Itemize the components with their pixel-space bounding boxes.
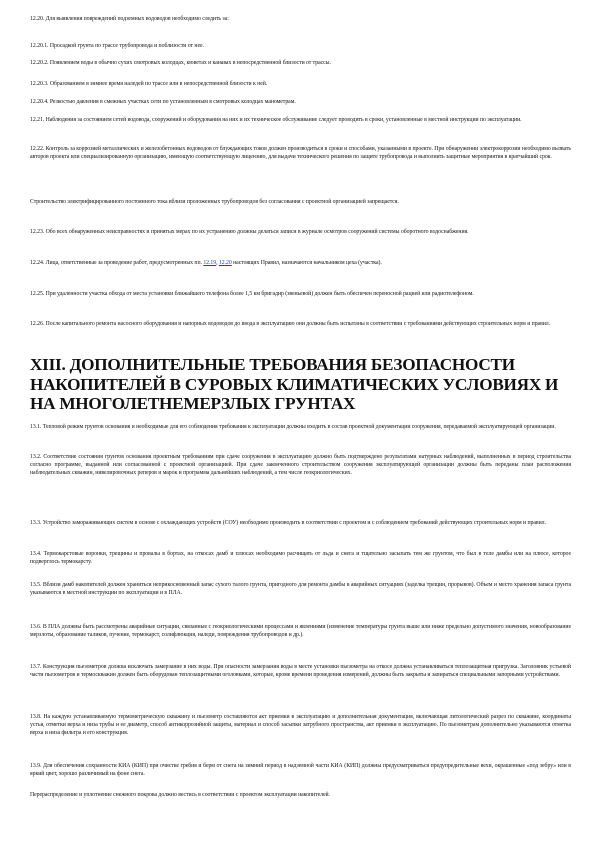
paragraph-12-20-1	[30, 43, 571, 51]
paragraph-text: 12.20.2. Появлением воды в обычно сухих смотровых колодцах, кюветах и канавах в непосредственной близости от трассы.	[30, 60, 331, 66]
text-span: ,	[216, 260, 219, 266]
link-12-20[interactable]: 12.20	[218, 260, 232, 266]
paragraph-text: Строительство электрифицированного постоянного тока вблизи проложенных трубопроводов без согласования с проектной организацией запрещается.	[30, 199, 399, 205]
paragraph-electrified-transport	[30, 199, 571, 207]
paragraph-12-20-4	[30, 99, 571, 107]
paragraph-text: 12.20. Для выявления повреждений подземных водоводов необходимо следить за:	[30, 16, 229, 22]
paragraph-12-22	[30, 146, 571, 162]
paragraph-text	[30, 260, 571, 268]
paragraph-text: 13.8. На каждую устанавливаемую термометрическую скважину и пьезометр составляются акт приемки в эксплуатацию и дополнительная документация, включающая литологический разрез по скважине, координаты устья, отметки верха и низа трубы и ее диаметр, способ антикоррозийной защиты, материал и способ засыпки затрубного пространства, акт приемки в эксплуатацию. По пьезометрам дополнительно указываются отметка верха и низа фильтра и его конструкция.	[30, 714, 571, 736]
paragraph-12-20-3	[30, 81, 571, 89]
paragraph-12-26	[30, 321, 571, 329]
paragraph-12-20	[30, 16, 571, 24]
paragraph-text: 13.6. В ПЛА должны быть рассмотрены аварийные ситуации, связанные с геокриологическими процессами и явлениями (изменение температуры грунта выше или ниже предельно допустимого значения, новообразование мерзлоты, образование таликов, пучение, термокарст, солифлюкция, наледи, повреждения трубопроводов и др.).	[30, 624, 571, 638]
paragraph-12-24	[30, 260, 571, 268]
paragraph-13-7	[30, 664, 571, 680]
paragraph-text: 13.2. Соответствие состояния грунтов основания проектным требованиям при сдаче сооружения в эксплуатацию должно быть подтверждено результатами натурных наблюдений, выполненных в период строительства согласно программе, выданной или согласованной с проектной организацией. При сдаче законченного строительством сооружения эксплуатирующей организации должны быть переданы план расположения наблюдательных скважин, нивелировочных реперов и марок и программа дальнейших наблюдений, а тем числе геокриологических.	[30, 454, 571, 476]
paragraph-13-3	[30, 520, 571, 528]
paragraph-12-21	[30, 117, 571, 125]
paragraph-text: 13.5. Вблизи дамб накопителей должен храниться неприкосновенный запас сухого талого грунта, пригодного для ремонта дамбы в аварийных ситуациях (заделка трещин, прорывов). Объем и место хранения запаса грунта указываются в местной инструкции по эксплуатации и в ПЛА.	[30, 582, 571, 596]
paragraph-13-2	[30, 454, 571, 478]
paragraph-text: 12.20.3. Образованием в зимнее время наледей по трассе или в непосредственной близости к ней.	[30, 81, 268, 87]
text-span: настоящих Правил, назначаются начальником цеха (участка).	[231, 260, 382, 266]
paragraph-text: 12.20.1. Просадкой грунта по трассе трубопровода и поблизости от нее.	[30, 43, 204, 49]
paragraph-12-25	[30, 291, 571, 299]
paragraph-text: 12.25. При удаленности участка обхода от места установки ближайшего телефона более 1,5 км бригадир (звеньевой) должен быть обеспечен переносной рацией или радиотелефоном.	[30, 291, 474, 297]
paragraph-text: 13.7. Конструкция пьезометров должна исключать замерзание в них воды. При опасности замерзания воды в месте установки пьезометра на откосе должна устанавливаться теплозащитная пригрузка. Заголовник устьевой части пьезометров и термоскважин должен быть оборудован теплозащитными оголовками, которые, кроме времени проведения измерений, должны быть закрыты и запираться специальными запорными устройствами.	[30, 664, 571, 678]
paragraph-text: 13.4. Термокарстовые воронки, трещины и провалы в бортах, на откосах дамб и плюсах необходимо расчищать от льда и снега и тщательно засыпать тем же грунтом, что был в теле дамбы или на плюсе, которое подверглось термокарсту.	[30, 551, 571, 565]
paragraph-13-8	[30, 714, 571, 738]
paragraph-text: Перераспределение и уплотнение снежного покрова должно вестись в соответствии с проектом эксплуатации накопителей.	[30, 792, 330, 798]
link-12-19[interactable]: 12.19	[203, 260, 217, 266]
paragraph-12-20-2	[30, 60, 571, 68]
paragraph-text: 12.21. Наблюдения за состоянием сетей водовода, сооружений и оборудования на них и их техническое обслуживание следует проводить в сроки, установленные в местной инструкции по эксплуатации.	[30, 117, 522, 123]
paragraph-13-1	[30, 424, 571, 432]
paragraph-13-4	[30, 551, 571, 567]
paragraph-12-23	[30, 229, 571, 237]
paragraph-text: 12.22. Контроль за коррозией металлических и железобетонных водоводов от блуждающих токов должен производиться в сроки и способами, указанными в проекте. При обнаружении электрокоррозии необходимо вызвать авторов проекта или специализированную организацию, имеющую соответствующую лицензию, для выдачи технического решения по защите трубопровода и выполнить защитные мероприятия в кратчайший срок.	[30, 146, 571, 160]
paragraph-13-5	[30, 582, 571, 598]
paragraph-snow-cover	[30, 792, 571, 800]
paragraph-text: 12.26. После капитального ремонта насосного оборудования и напорных водоводов до ввода в эксплуатацию они должны быть испытаны в соответствии с требованиями действующих строительных норм и правил.	[30, 321, 551, 327]
paragraph-13-9	[30, 763, 571, 779]
paragraph-text: 13.9. Для обеспечения сохранности КИА (КИП) при очистке гребня и берм от снега на зимний период в надземной части КИА (КИП) должны предусматриваться предупредительные вехи, окрашенные «под зебру» или в яркий цвет, хорошо различимый на фоне снега.	[30, 763, 571, 777]
paragraph-text: 12.23. Обо всех обнаруженных неисправностях и принятых мерах по их устранению должны делаться записи в журнале осмотров сооружений системы оборотного водоснабжения.	[30, 229, 469, 235]
paragraph-text: 12.20.4. Резкостью давления в смежных участках сети по установленным в смотровых колодцах манометрам.	[30, 99, 296, 105]
text-span: 12.24. Лица, ответственные за проведение работ, предусмотренных пп.	[30, 260, 204, 266]
paragraph-text: 13.1. Тепловой режим грунтов основания и необходимые для его соблюдения требования к эксплуатации должны входить в состав проектной документации сооружения, передаваемой эксплуатирующей организации.	[30, 424, 556, 430]
section-title: XIII. ДОПОЛНИТЕЛЬНЫЕ ТРЕБОВАНИЯ БЕЗОПАСНОСТИ НАКОПИТЕЛЕЙ В СУРОВЫХ КЛИМАТИЧЕСКИХ УСЛОВИЯХ И НА МНОГОЛЕТНЕМЕРЗЛЫХ ГРУНТАХ	[30, 355, 559, 414]
paragraph-13-6	[30, 624, 571, 640]
paragraph-text: 13.3. Устройство замораживающих систем в основе с охлаждающих устройств (СОУ) необходимо производить в соответствии с проектом и с соблюдением требований действующих строительных норм и правил.	[30, 520, 546, 526]
